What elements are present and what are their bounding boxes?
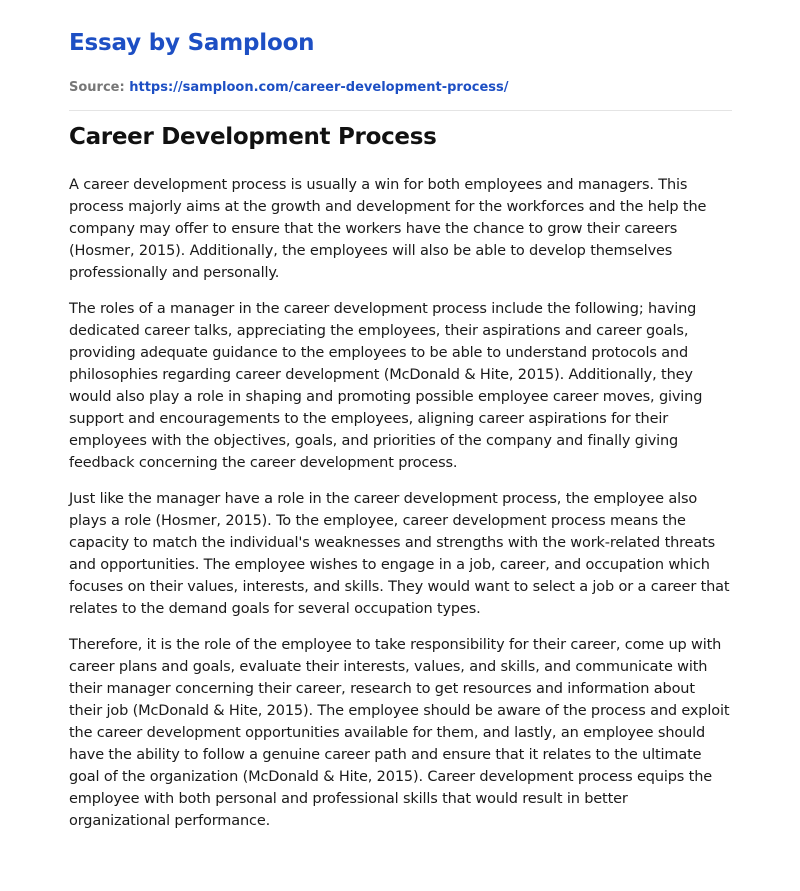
paragraph-4: Therefore, it is the role of the employee to take responsibility for their career, come up with career plans and goals, evaluate their interests, values, and skills, and communicate with their manager concerning their career, research to get resources and information about their job (McDonald & Hite, 2015). The employee should be aware of the process and exploit the career development opportunities available for them, and lastly, an employee should have the ability to follow a genuine career path and ensure that it relates to the ultimate goal of the organization (McDonald & Hite, 2015). Career development process equips the employee with both personal and professional skills that would result in better organizational performance. [69, 637, 730, 829]
brand-title[interactable]: Essay by Samploon [69, 30, 315, 56]
paragraph-2: The roles of a manager in the career development process include the following; having dedicated career talks, appreciating the employees, their aspirations and career goals, providing adequate guidance to the employees to be able to understand protocols and philosophies regarding career development (McDonald & Hite, 2015). Additionally, they would also play a role in shaping and promoting possible employee career moves, giving support and encouragements to the employees, aligning career aspirations for their employees with the objectives, goals, and priorities of the company and finally giving feedback concerning the career development process. [69, 301, 703, 471]
header-divider [69, 110, 732, 111]
essay-title: Career Development Process [69, 124, 437, 150]
essay-body [69, 174, 732, 846]
source-label: Source: [69, 80, 130, 95]
paragraph-1: A career development process is usually a win for both employees and managers. This process majorly aims at the growth and development for the workforces and the help the company may offer to ensure that the workers have the chance to grow their careers (Hosmer, 2015). Additionally, the employees will also be able to develop themselves professionally and personally. [69, 177, 707, 281]
source-link[interactable]: https://samploon.com/career-development-process/ [129, 80, 509, 95]
source-line [69, 80, 509, 95]
paragraph-3: Just like the manager have a role in the career development process, the employee also plays a role (Hosmer, 2015). To the employee, career development process means the capacity to match the individual's weaknesses and strengths with the work-related threats and opportunities. The employee wishes to engage in a job, career, and occupation which focuses on their values, interests, and skills. They would want to select a job or a career that relates to the demand goals for several occupation types. [69, 491, 730, 617]
